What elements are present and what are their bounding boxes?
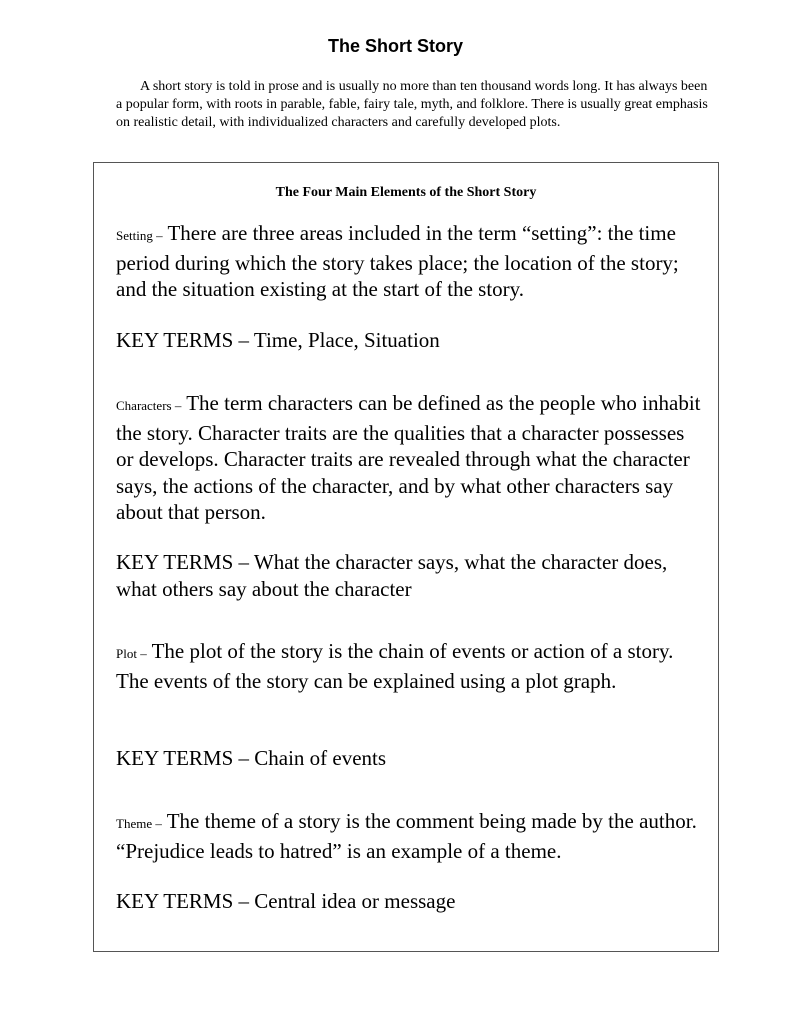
setting-label: Setting – (116, 228, 163, 243)
page-title: The Short Story (327, 36, 463, 56)
setting-definition-text: There are three areas included in the term “setting”: the time period during which the story takes place; the location of the story; and the situation existing at the start of the story. (116, 221, 679, 301)
intro-paragraph: A short story is told in prose and is usually no more than ten thousand words long. It has always been a popular form, with roots in parable, fable, fairy tale, myth, and folklore. There is usually great emphasis on realistic detail, with individualized characters and carefully developed plots. (116, 79, 708, 130)
theme-definition-text: The theme of a story is the comment being made by the author. “Prejudice leads to hatred” is an example of a theme. (116, 809, 697, 863)
elements-box (93, 162, 719, 952)
setting-definition (116, 220, 706, 303)
characters-definition-text: The term characters can be defined as the people who inhabit the story. Character traits are the qualities that a character possesses or develops. Character traits are revealed through what the character says, the actions of the character, and by what other characters say about that person. (116, 391, 701, 524)
plot-key-terms: KEY TERMS – Chain of events (116, 746, 387, 770)
characters-definition (116, 390, 706, 526)
setting-key-terms: KEY TERMS – Time, Place, Situation (116, 328, 440, 352)
plot-definition (116, 638, 706, 694)
characters-label: Characters – (116, 398, 182, 413)
theme-definition (116, 808, 706, 864)
box-title: The Four Main Elements of the Short Story (275, 185, 537, 200)
plot-label: Plot – (116, 646, 147, 661)
theme-label: Theme – (116, 816, 162, 831)
theme-key-terms: KEY TERMS – Central idea or message (116, 889, 456, 913)
characters-key-terms: KEY TERMS – What the character says, what the character does, what others say about the character (116, 550, 668, 601)
plot-definition-text: The plot of the story is the chain of events or action of a story. The events of the story can be explained using a plot graph. (116, 639, 674, 693)
